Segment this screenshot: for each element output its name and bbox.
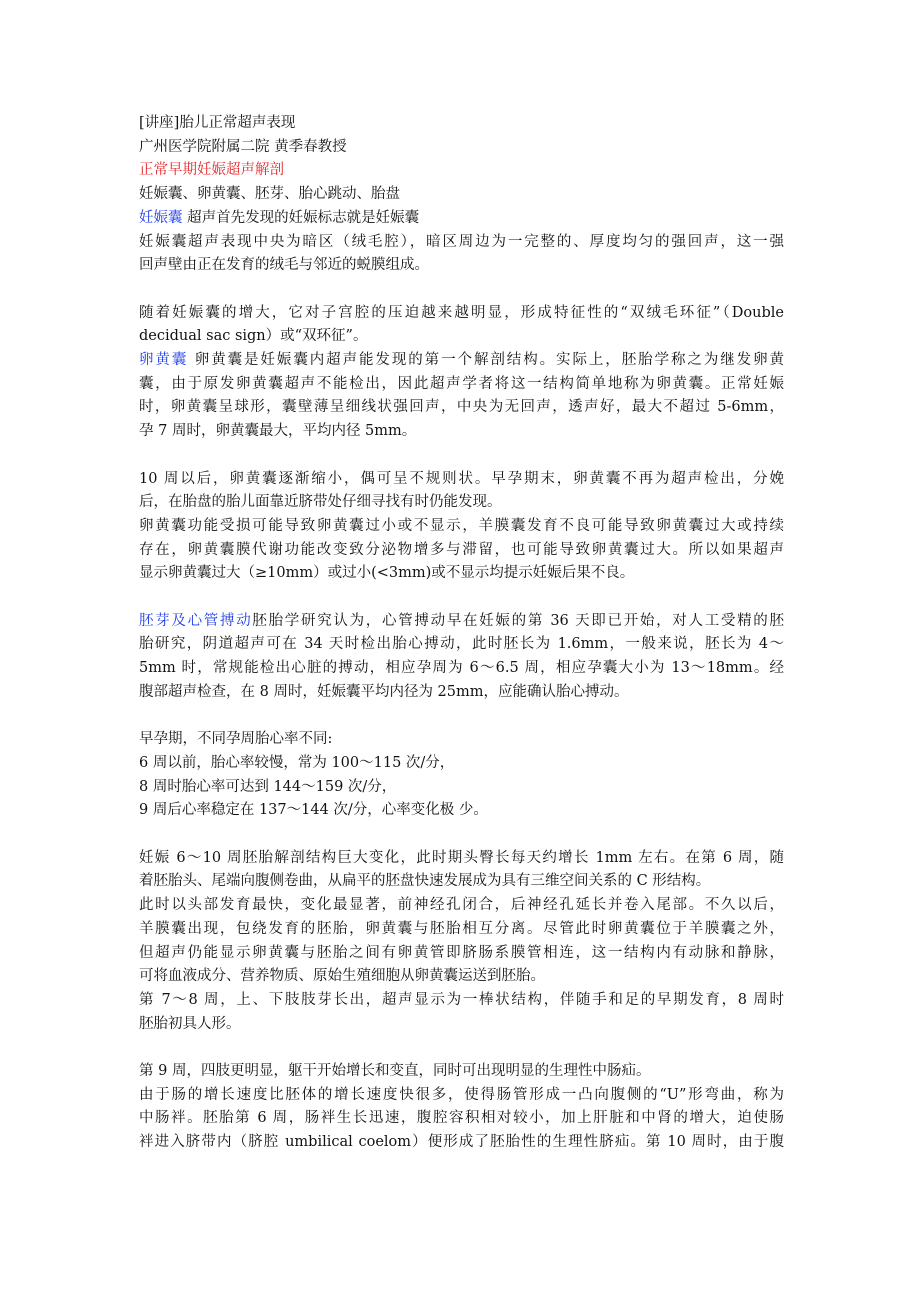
author-line: 广州医学院附属二院 黄季春教授 bbox=[139, 138, 347, 155]
paragraph-line: 囊，由于原发卵黄囊超声不能检出，因此超声学者将这一结构简单地称为卵黄囊。正常妊娠 bbox=[139, 375, 784, 392]
paragraph-line: 9 周后心率稳定在 137～144 次/分，心率变化极 少。 bbox=[139, 802, 488, 819]
paragraph-line: 羊膜囊出现，包绕发育的胚胎，卵黄囊与胚胎相互分离。尽管此时卵黄囊位于羊膜囊之外， bbox=[139, 920, 784, 937]
paragraph-line: 妊娠囊超声表现中央为暗区（绒毛腔），暗区周边为一完整的、厚度均匀的强回声，这一强 bbox=[139, 233, 784, 250]
paragraph-line: 第 9 周，四肢更明显，躯干开始增长和变直，同时可出现明显的生理性中肠疝。 bbox=[139, 1063, 651, 1080]
paragraph-line: 后，在胎盘的胎儿面靠近脐带处仔细寻找有时仍能发现。 bbox=[139, 494, 502, 511]
term-gestational-sac: 妊娠囊 bbox=[139, 209, 183, 226]
paragraph-line: 5mm 时，常规能检出心脏的搏动，相应孕周为 6～6.5 周，相应孕囊大小为 13～18mm。经 bbox=[139, 660, 784, 677]
paragraph-line: 胎研究，阴道超声可在 34 天时检出胎心搏动，此时胚长为 1.6mm，一般来说，胚长为 4～ bbox=[139, 636, 784, 653]
section-heading: 正常早期妊娠超声解剖 bbox=[139, 162, 284, 179]
document-body bbox=[139, 112, 784, 1155]
paragraph-line: 袢进入脐带内（脐腔 umbilical coelom）便形成了胚胎性的生理性脐疝。第 10 周时，由于腹 bbox=[139, 1134, 784, 1151]
paragraph-line: 10 周以后，卵黄囊逐渐缩小，偶可呈不规则状。早孕期末，卵黄囊不再为超声检出，分娩 bbox=[139, 470, 784, 487]
paragraph-line: 由于肠的增长速度比胚体的增长速度快很多，使得肠管形成一凸向腹侧的“U”形弯曲，称为 bbox=[139, 1086, 784, 1103]
paragraph-line: 胚胎初具人形。 bbox=[139, 1015, 241, 1032]
paragraph-line: 着胚胎头、尾端向腹侧卷曲，从扁平的胚盘快速发展成为具有三维空间关系的 C 形结构。 bbox=[139, 873, 711, 890]
paragraph-line: 早孕期，不同孕周胎心率不同: bbox=[139, 731, 333, 748]
paragraph-line: 孕 7 周时，卵黄囊最大，平均内径 5mm。 bbox=[139, 423, 417, 440]
paragraph-line: 中肠袢。胚胎第 6 周，肠袢生长迅速，腹腔容积相对较小，加上肝脏和中肾的增大，迫使肠 bbox=[139, 1110, 784, 1127]
paragraph-line: 但超声仍能显示卵黄囊与胚胎之间有卵黄管即脐肠系膜管相连，这一结构内有动脉和静脉， bbox=[139, 944, 784, 961]
paragraph-line: 8 周时胎心率可达到 144～159 次/分， bbox=[139, 778, 397, 795]
item-list: 妊娠囊、卵黄囊、胚芽、胎心跳动、胎盘 bbox=[139, 186, 400, 203]
yolk-sac-first-line: 卵黄囊是妊娠囊内超声能发现的第一个解剖结构。实际上，胚胎学称之为继发卵黄 bbox=[188, 352, 785, 369]
paragraph-line: decidual sac sign）或“双环征”。 bbox=[139, 328, 368, 345]
paragraph-line: 腹部超声检查，在 8 周时，妊娠囊平均内径为 25mm，应能确认胎心搏动。 bbox=[139, 683, 629, 700]
paragraph-line: 6 周以前，胎心率较慢，常为 100～115 次/分， bbox=[139, 754, 455, 771]
yolk-sac-line bbox=[139, 349, 784, 373]
paragraph-line: 此时以头部发育最快，变化最显著，前神经孔闭合，后神经孔延长并卷入尾部。不久以后， bbox=[139, 897, 784, 914]
paragraph-line: 卵黄囊功能受损可能导致卵黄囊过小或不显示，羊膜囊发育不良可能导致卵黄囊过大或持续 bbox=[139, 517, 784, 534]
heartbeat-line bbox=[139, 610, 784, 634]
paragraph-line: 妊娠 6～10 周胚胎解剖结构巨大变化，此时期头臀长每天约增长 1mm 左右。在第 6 周，随 bbox=[139, 849, 784, 866]
term-yolk-sac: 卵黄囊 bbox=[139, 352, 189, 369]
paragraph-line: 显示卵黄囊过大（≥10mm）或过小(<3mm)或不显示均提示妊娠后果不良。 bbox=[139, 565, 635, 582]
document-title: [讲座]胎儿正常超声表现 bbox=[139, 115, 296, 131]
gestational-sac-intro: 超声首先发现的妊娠标志就是妊娠囊 bbox=[182, 209, 420, 226]
paragraph-line: 时，卵黄囊呈球形，囊壁薄呈细线状强回声，中央为无回声，透声好，最大不超过 5-6mm， bbox=[139, 399, 784, 416]
paragraph-line: 回声壁由正在发育的绒毛与邻近的蜕膜组成。 bbox=[139, 257, 429, 274]
paragraph-line: 随着妊娠囊的增大，它对子宫腔的压迫越来越明显，形成特征性的“双绒毛环征”（Double bbox=[139, 304, 784, 321]
paragraph-line: 可将血液成分、营养物质、原始生殖细胞从卵黄囊运送到胚胎。 bbox=[139, 968, 545, 985]
heartbeat-first-line: 胚胎学研究认为，心管搏动早在妊娠的第 36 天即已开始，对人工受精的胚 bbox=[252, 612, 784, 629]
term-embryo-heartbeat: 胚芽及心管搏动 bbox=[139, 612, 253, 629]
paragraph-line: 存在，卵黄囊膜代谢功能改变致分泌物增多与滞留，也可能导致卵黄囊过大。所以如果超声 bbox=[139, 541, 784, 558]
gestational-sac-heading bbox=[139, 207, 784, 231]
paragraph-line: 第 7～8 周，上、下肢肢芽长出，超声显示为一棒状结构，伴随手和足的早期发育，8 周时 bbox=[139, 991, 784, 1008]
